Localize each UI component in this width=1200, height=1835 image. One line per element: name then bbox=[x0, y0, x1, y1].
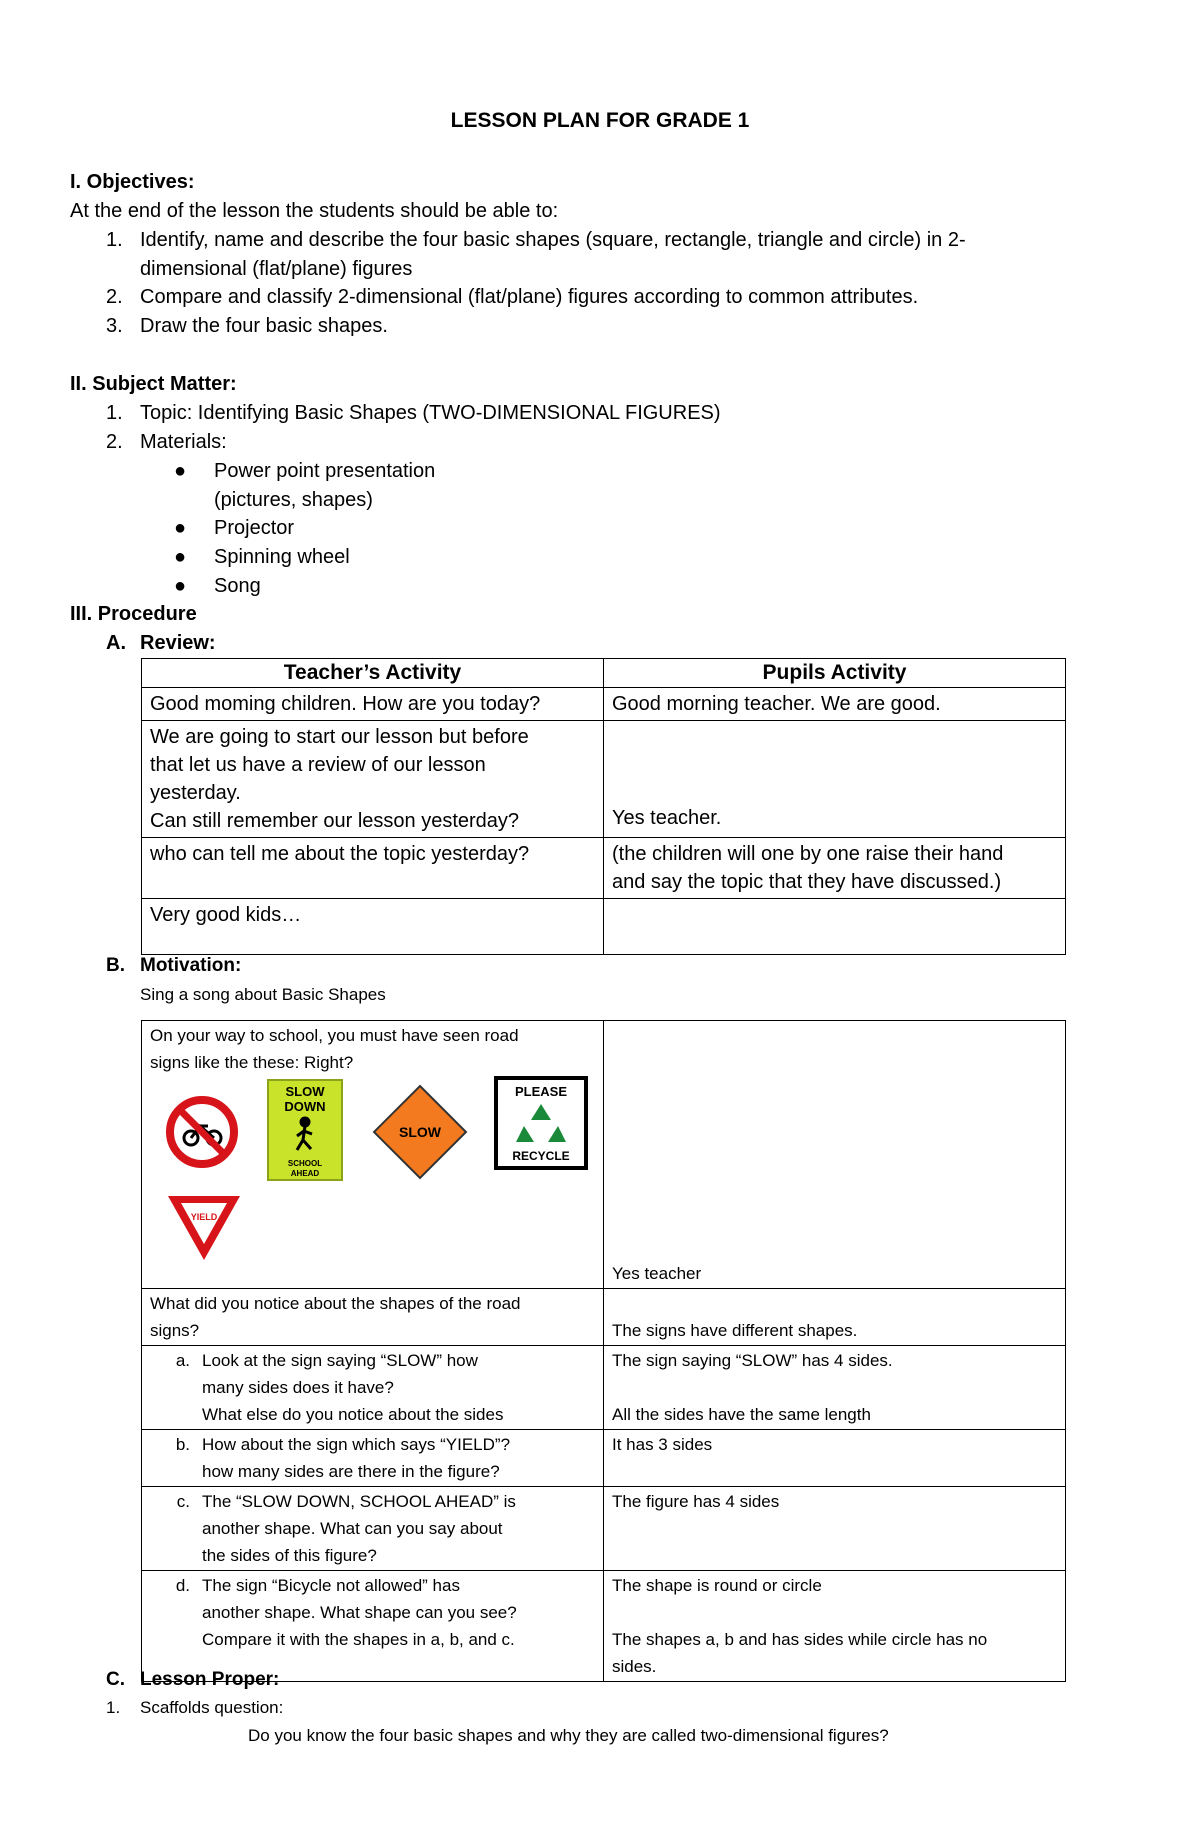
cell-text: Good moming children. How are you today? bbox=[150, 693, 541, 715]
sign-text: SCHOOL bbox=[287, 1159, 323, 1168]
cell-text: how many sides are there in the figure? bbox=[202, 1462, 500, 1481]
cell-text: Compare it with the shapes in a, b, and c. bbox=[202, 1630, 515, 1649]
cell-text: Can still remember our lesson yesterday? bbox=[150, 810, 520, 832]
yield-sign-icon bbox=[166, 1194, 242, 1262]
objective-number: 3. bbox=[106, 315, 123, 337]
material-item bbox=[174, 572, 261, 600]
pupil-cell bbox=[604, 899, 1066, 955]
cell-text: The signs have different shapes. bbox=[612, 1321, 858, 1340]
teacher-cell bbox=[142, 1487, 604, 1571]
teacher-cell bbox=[142, 1289, 604, 1346]
cell-text: Yes teacher. bbox=[612, 807, 722, 829]
pupil-cell bbox=[604, 688, 1066, 721]
cell-text bbox=[612, 1599, 1057, 1626]
topic-text: Topic: Identifying Basic Shapes (TWO-DIMENSIONAL FIGURES) bbox=[140, 402, 721, 424]
cell-text: All the sides have the same length bbox=[612, 1405, 871, 1424]
objective-text: Identify, name and describe the four basic shapes (square, rectangle, triangle and circle) in 2- bbox=[140, 229, 966, 251]
sign-text: SLOW bbox=[399, 1124, 441, 1140]
motivation-heading bbox=[106, 952, 241, 980]
objectives-heading: I. Objectives: bbox=[70, 171, 195, 193]
cell-text: sides. bbox=[612, 1657, 657, 1676]
sign-text: AHEAD bbox=[290, 1169, 320, 1178]
materials-label: Materials: bbox=[140, 431, 227, 453]
cell-text: signs like the these: Right? bbox=[150, 1053, 354, 1072]
pupil-cell bbox=[604, 838, 1066, 899]
cell-text: (the children will one by one raise their hand bbox=[612, 843, 1004, 865]
material-item bbox=[174, 543, 350, 571]
cell-text: and say the topic that they have discussed.) bbox=[612, 871, 1002, 893]
question-label: d. bbox=[175, 1576, 190, 1595]
motivation-intro: Sing a song about Basic Shapes bbox=[140, 985, 386, 1004]
motivation-label: Motivation: bbox=[140, 955, 242, 976]
lesson-proper-heading bbox=[106, 1666, 279, 1694]
sign-text: SLOW bbox=[285, 1084, 325, 1099]
review-label: Review: bbox=[140, 632, 216, 654]
bullet-icon: ● bbox=[174, 460, 187, 482]
topic-number: 1. bbox=[106, 402, 123, 424]
question-label: c. bbox=[176, 1492, 190, 1511]
teacher-cell bbox=[142, 1571, 604, 1682]
bullet-icon: ● bbox=[174, 546, 187, 568]
question-text bbox=[202, 1572, 574, 1653]
cell-text: What else do you notice about the sides bbox=[202, 1405, 504, 1424]
pupil-cell bbox=[604, 1571, 1066, 1682]
review-heading bbox=[106, 629, 216, 657]
cell-text: We are going to start our lesson but before bbox=[150, 726, 529, 748]
pupil-cell bbox=[604, 1430, 1066, 1487]
road-signs-group bbox=[150, 1076, 595, 1281]
material-text: Projector bbox=[214, 517, 295, 539]
cell-text: yesterday. bbox=[150, 782, 241, 804]
pupil-cell bbox=[604, 1289, 1066, 1346]
cell-text: Yes teacher bbox=[612, 1264, 702, 1283]
cell-text: another shape. What shape can you see? bbox=[202, 1603, 517, 1622]
subject-topic bbox=[106, 399, 721, 427]
pupil-cell bbox=[604, 721, 1066, 838]
objective-item-1-cont: dimensional (flat/plane) figures bbox=[140, 258, 413, 280]
question-label: b. bbox=[175, 1435, 190, 1454]
objective-text: Compare and classify 2-dimensional (flat/plane) figures according to common attributes. bbox=[140, 286, 919, 308]
table-row bbox=[142, 1021, 1066, 1289]
bullet-icon: ● bbox=[174, 575, 187, 597]
pupils-activity-header: Pupils Activity bbox=[604, 659, 1066, 688]
table-row bbox=[142, 688, 1066, 721]
pupil-cell bbox=[604, 1346, 1066, 1430]
table-header-row bbox=[142, 659, 1066, 688]
scaffold-label: Scaffolds question: bbox=[140, 1698, 284, 1717]
signs-answer-cell bbox=[604, 1021, 1066, 1289]
document-title: LESSON PLAN FOR GRADE 1 bbox=[450, 109, 750, 132]
cell-text: It has 3 sides bbox=[612, 1435, 713, 1454]
objective-text: Draw the four basic shapes. bbox=[140, 315, 388, 337]
teacher-cell bbox=[142, 838, 604, 899]
scaffold-line bbox=[106, 1694, 283, 1722]
cell-text: The “SLOW DOWN, SCHOOL AHEAD” is bbox=[202, 1492, 516, 1511]
table-row bbox=[142, 838, 1066, 899]
table-row bbox=[142, 899, 1066, 955]
review-letter: A. bbox=[106, 632, 126, 654]
cell-text bbox=[612, 1374, 1057, 1401]
slow-down-school-sign-icon bbox=[266, 1078, 344, 1182]
cell-text: The shapes a, b and has sides while circle has no bbox=[612, 1630, 988, 1649]
sign-text: DOWN bbox=[284, 1099, 326, 1114]
review-table bbox=[141, 658, 1066, 955]
cell-text: Look at the sign saying “SLOW” how bbox=[202, 1351, 478, 1370]
material-text: Song bbox=[214, 575, 261, 597]
motivation-letter: B. bbox=[106, 955, 125, 976]
cell-text: The sign saying “SLOW” has 4 sides. bbox=[612, 1351, 893, 1370]
bullet-icon: ● bbox=[174, 517, 187, 539]
materials-number: 2. bbox=[106, 431, 123, 453]
lesson-label: Lesson Proper: bbox=[140, 1669, 280, 1690]
sign-text: YIELD bbox=[190, 1212, 218, 1222]
cell-text: The sign “Bicycle not allowed” has bbox=[202, 1576, 460, 1595]
teacher-cell bbox=[142, 1346, 604, 1430]
question-text bbox=[202, 1347, 574, 1428]
cell-text: who can tell me about the topic yesterday? bbox=[150, 843, 530, 865]
cell-text: Very good kids… bbox=[150, 904, 302, 926]
question-text bbox=[202, 1488, 574, 1569]
cell-text: On your way to school, you must have seen road bbox=[150, 1026, 519, 1045]
teacher-cell bbox=[142, 1430, 604, 1487]
table-row bbox=[142, 1487, 1066, 1571]
material-item bbox=[174, 514, 294, 542]
teacher-activity-header: Teacher’s Activity bbox=[142, 659, 604, 688]
cell-text: signs? bbox=[150, 1321, 200, 1340]
objective-item-2 bbox=[106, 283, 918, 311]
cell-text: The shape is round or circle bbox=[612, 1576, 822, 1595]
material-item-cont: (pictures, shapes) bbox=[214, 489, 373, 511]
material-text: Power point presentation bbox=[214, 460, 436, 482]
cell-text: that let us have a review of our lesson bbox=[150, 754, 486, 776]
please-recycle-sign-icon bbox=[494, 1076, 588, 1170]
scaffold-question: Do you know the four basic shapes and why they are called two-dimensional figures? bbox=[248, 1726, 889, 1745]
subject-materials bbox=[106, 428, 227, 456]
question-label: a. bbox=[175, 1351, 190, 1370]
scaffold-number: 1. bbox=[106, 1698, 121, 1717]
objective-number: 2. bbox=[106, 286, 123, 308]
table-row bbox=[142, 721, 1066, 838]
material-item bbox=[174, 457, 435, 485]
material-text: Spinning wheel bbox=[214, 546, 350, 568]
slow-diamond-sign-icon bbox=[372, 1084, 468, 1180]
no-bicycle-sign-icon bbox=[164, 1094, 240, 1170]
teacher-cell bbox=[142, 721, 604, 838]
objective-item-3 bbox=[106, 312, 388, 340]
cell-text: the sides of this figure? bbox=[202, 1546, 377, 1565]
sign-text: RECYCLE bbox=[512, 1149, 570, 1163]
cell-text: The figure has 4 sides bbox=[612, 1492, 780, 1511]
table-row bbox=[142, 1346, 1066, 1430]
cell-text: How about the sign which says “YIELD”? bbox=[202, 1435, 511, 1454]
objective-number: 1. bbox=[106, 229, 123, 251]
table-row bbox=[142, 1289, 1066, 1346]
pupil-cell bbox=[604, 1487, 1066, 1571]
procedure-heading: III. Procedure bbox=[70, 603, 197, 625]
subject-heading: II. Subject Matter: bbox=[70, 373, 237, 395]
question-text bbox=[202, 1431, 574, 1485]
table-row bbox=[142, 1571, 1066, 1682]
sign-text: PLEASE bbox=[514, 1084, 568, 1099]
cell-text: many sides does it have? bbox=[202, 1378, 394, 1397]
objectives-intro: At the end of the lesson the students should be able to: bbox=[70, 200, 559, 222]
cell-text: Good morning teacher. We are good. bbox=[612, 693, 941, 715]
table-row bbox=[142, 1430, 1066, 1487]
objective-item-1 bbox=[106, 226, 966, 254]
signs-question-cell bbox=[142, 1021, 604, 1289]
cell-text: another shape. What can you say about bbox=[202, 1519, 503, 1538]
lesson-letter: C. bbox=[106, 1669, 125, 1690]
cell-text: What did you notice about the shapes of the road bbox=[150, 1294, 521, 1313]
teacher-cell bbox=[142, 688, 604, 721]
teacher-cell bbox=[142, 899, 604, 955]
motivation-table bbox=[141, 1020, 1066, 1682]
